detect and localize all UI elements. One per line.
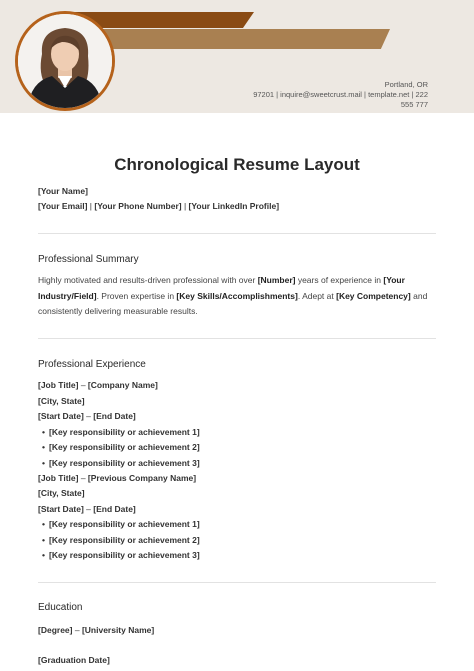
- education-degree-line: [38, 625, 154, 636]
- summary-text: . Proven expertise in: [96, 290, 177, 301]
- graduation-date: [Graduation Date]: [38, 655, 110, 665]
- job1-location: [City, State]: [38, 396, 85, 406]
- contact-phone-tail: 555 777: [400, 100, 428, 109]
- summary-text: . Adept at: [297, 290, 337, 301]
- dash: –: [72, 625, 82, 635]
- divider: [38, 582, 436, 583]
- start-date: [Start Date]: [38, 504, 84, 514]
- start-date: [Start Date]: [38, 411, 84, 421]
- page-title: Chronological Resume Layout: [114, 155, 360, 174]
- job2-title-line: [38, 473, 196, 484]
- contact-details: 97201 | inquire@sweetcrust.mail | template.net | 222: [253, 90, 428, 99]
- list-item: • [Key responsibility or achievement 2]: [42, 442, 200, 453]
- list-item: • [Key responsibility or achievement 1]: [42, 427, 200, 438]
- job-title: [Job Title]: [38, 380, 79, 390]
- summary-skills: [Key Skills/Accomplishments]: [176, 290, 298, 301]
- contact-block: [228, 80, 428, 110]
- dash: –: [83, 504, 94, 514]
- company-name: [Company Name]: [87, 380, 158, 390]
- person-portrait-icon: [18, 14, 112, 108]
- list-item: • [Key responsibility or achievement 3]: [42, 550, 200, 561]
- job2-dates: [38, 504, 136, 515]
- summary-number: [Number]: [257, 275, 296, 285]
- summary-industry: [Your Industry/Field]: [38, 275, 405, 301]
- dash: –: [83, 411, 94, 421]
- separator: |: [87, 201, 95, 211]
- your-linkedin: [Your LinkedIn Profile]: [188, 201, 280, 211]
- end-date: [End Date]: [93, 504, 136, 514]
- section-heading-education: Education: [38, 602, 83, 613]
- university-name: [University Name]: [81, 625, 155, 635]
- summary-competency: [Key Competency]: [336, 290, 411, 301]
- section-heading-experience: Professional Experience: [38, 359, 146, 370]
- contact-city: Portland, OR: [384, 80, 428, 89]
- dash: –: [78, 380, 88, 390]
- end-date: [End Date]: [93, 411, 136, 421]
- list-item: • [Key responsibility or achievement 1]: [42, 519, 200, 530]
- your-phone: [Your Phone Number]: [94, 201, 182, 211]
- section-heading-summary: Professional Summary: [38, 254, 139, 265]
- degree: [Degree]: [38, 625, 73, 635]
- divider: [38, 338, 436, 339]
- summary-text: years of experience in: [295, 275, 384, 285]
- avatar: [15, 11, 115, 111]
- job2-location: [City, State]: [38, 488, 85, 498]
- summary-paragraph: [38, 273, 436, 320]
- list-item: • [Key responsibility or achievement 3]: [42, 458, 200, 469]
- identity-contacts: [38, 201, 279, 212]
- list-item: • [Key responsibility or achievement 2]: [42, 535, 200, 546]
- summary-text: and consistently delivering measurable results.: [38, 290, 428, 316]
- separator: |: [181, 201, 189, 211]
- divider: [38, 233, 436, 234]
- your-email: [Your Email]: [38, 201, 88, 211]
- decorative-bar-light: [86, 29, 390, 49]
- your-name: [Your Name]: [38, 186, 88, 196]
- job-title: [Job Title]: [38, 473, 79, 483]
- job1-dates: [38, 411, 136, 422]
- dash: –: [78, 473, 88, 483]
- profile-photo: [18, 14, 112, 108]
- summary-text: Highly motivated and results-driven professional with over: [38, 275, 258, 285]
- company-name: [Previous Company Name]: [87, 473, 197, 483]
- job1-title-line: [38, 380, 158, 391]
